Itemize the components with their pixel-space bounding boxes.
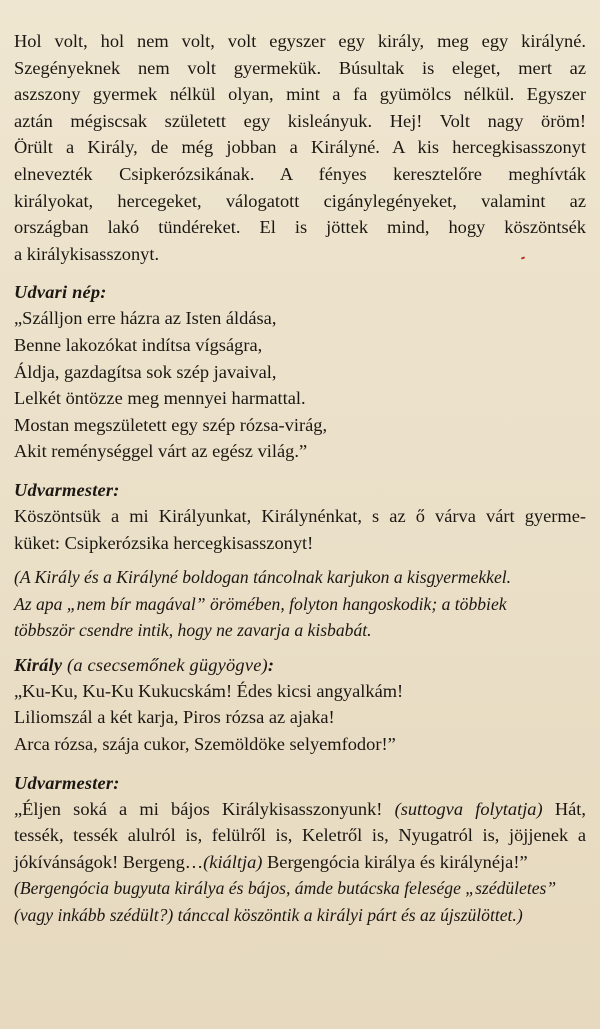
- intro-line: országban lakó tündéreket. El is jöttek mind, hogy köszöntsék: [14, 217, 586, 238]
- intro-line: aszszony gyermek nélkül olyan, mint a fa gyümölcs nélkül. Egyszer: [14, 84, 586, 105]
- speaker-udvari-nep: Udvari nép:: [14, 282, 107, 303]
- stage-line: többször csendre intik, hogy ne zavarja a kisbabát.: [14, 620, 372, 641]
- aside-note: (kiáltja): [203, 851, 263, 872]
- verse-line: Benne lakozókat indítsa vígságra,: [14, 334, 263, 355]
- verse-line: „Szálljon erre házra az Isten áldása,: [14, 308, 277, 329]
- udvarmester-speech: [14, 503, 586, 556]
- intro-line: aztán mégiscsak született egy kisleányuk. Hej! Volt nagy öröm!: [14, 110, 586, 131]
- speech-line: tessék, tessék alulról is, felülről is, Keletről is, Nyugatról is, jöjjenek a: [14, 825, 586, 846]
- intro-line: elnevezték Csipkerózsikának. A fényes keresztelőre meghívták: [14, 163, 586, 184]
- stage-direction: [14, 564, 586, 644]
- stage-line: (A Király és a Királyné boldogan táncolnak karjukon a kisgyermekkel.: [14, 567, 512, 588]
- verse-line: Akit reménységgel várt az egész világ.”: [14, 441, 308, 462]
- intro-line: királyokat, hercegeket, válogatott cigánylegényeket, valamint az: [14, 190, 586, 211]
- speaker-note: (a csecsemőnek gügyögve): [67, 654, 268, 675]
- aside-note: (suttogva folytatja): [394, 798, 543, 819]
- speaker-udvarmester: Udvarmester:: [14, 479, 120, 500]
- intro-line: Szegényeknek nem volt gyermekük. Búsultak is eleget, mert az: [14, 57, 586, 78]
- stage-direction-2: [14, 875, 586, 928]
- intro-line: Hol volt, hol nem volt, volt egyszer egy király, meg egy királyné.: [14, 31, 586, 51]
- verse-line: Lelkét öntözze meg mennyei harmattal.: [14, 388, 306, 409]
- intro-line: a királykisasszonyt.: [14, 243, 160, 264]
- stage-line: (Bergengócia bugyuta királya és bájos, ámde butácska felesége „szédületes”: [14, 878, 557, 899]
- stage-line: (vagy inkább szédült?) tánccal köszöntik a királyi párt és az újszülöttet.): [14, 905, 523, 926]
- verse-kiraly: [14, 678, 586, 758]
- intro-paragraph: [14, 28, 586, 267]
- verse-line: Mostan megszületett egy szép rózsa-virág,: [14, 414, 328, 435]
- speech-line: „Éljen soká a mi bájos Királykisasszonyunk! (suttogva folytatja) Hát,: [14, 798, 586, 819]
- stage-line: Az apa „nem bír magával” örömében, folyton hangoskodik; a többiek: [14, 593, 507, 614]
- udvarmester-speech-2: [14, 796, 586, 876]
- speech-line: jókívánságok! Bergeng…(kiáltja) Bergengócia királya és királynéja!”: [14, 851, 528, 872]
- intro-line: Örült a Király, de még jobban a Királyné. A kis hercegkisasszonyt: [14, 137, 586, 158]
- page-content: [14, 28, 586, 929]
- verse-line: Arca rózsa, szája cukor, Szemöldöke selyemfodor!”: [14, 734, 396, 755]
- verse-line: Liliomszál a két karja, Piros rózsa az ajaka!: [14, 707, 335, 728]
- verse-line: „Ku-Ku, Ku-Ku Kukucskám! Édes kicsi angyalkám!: [14, 680, 404, 701]
- verse-line: Áldja, gazdagítsa sok szép javaival,: [14, 361, 277, 382]
- speech-line: küket: Csipkerózsika hercegkisasszonyt!: [14, 532, 314, 553]
- verse-udvari-nep: [14, 305, 586, 465]
- speech-line: Köszöntsük a mi Királyunkat, Királynénkat, s az ő várva várt gyerme-: [14, 505, 586, 526]
- speaker-kiraly: Király (a csecsemőnek gügyögve):: [14, 654, 275, 675]
- speaker-udvarmester-2: Udvarmester:: [14, 772, 120, 793]
